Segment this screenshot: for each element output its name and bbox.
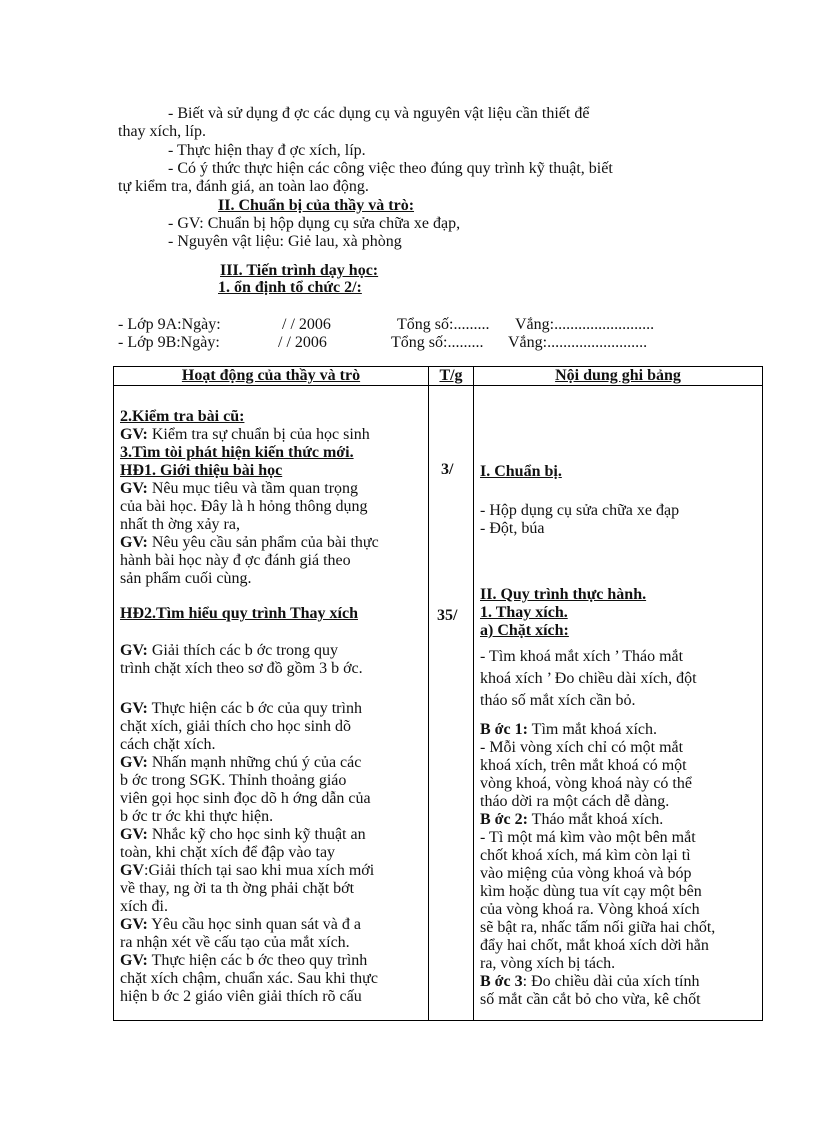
board-line	[480, 829, 696, 847]
class-total: Tổng số:.........	[397, 316, 490, 333]
bold-label: GV:	[120, 642, 148, 659]
activity-line	[120, 934, 350, 952]
activity-line	[120, 552, 351, 570]
line-text: số mắt cần cắt bỏ cho vừa, kê chốt	[480, 991, 701, 1008]
board-line	[480, 811, 663, 829]
class-label: - Lớp 9B:Ngày:	[118, 334, 220, 351]
class-absent: Vắng:.........................	[508, 334, 648, 351]
board-line	[480, 775, 692, 793]
bold-label: GV:	[120, 426, 148, 443]
activity-line	[120, 516, 240, 534]
bold-label: GV:	[120, 480, 148, 497]
board-line	[480, 721, 657, 739]
time-value: 35/	[437, 607, 458, 624]
line-text: toàn, khi chặt xích để đập vào tay	[120, 844, 336, 861]
line-text: về thay, ng ời ta th ờng phải chặt bớt	[120, 880, 355, 897]
board-line	[480, 604, 568, 622]
activity-line	[120, 700, 362, 718]
board-line	[480, 883, 702, 901]
board-line	[480, 919, 715, 937]
activity-line	[120, 988, 362, 1006]
board-line	[480, 463, 562, 481]
activity-line	[120, 426, 370, 444]
activity-line	[120, 970, 378, 988]
activity-line	[120, 826, 366, 844]
line-text: : Đo chiều dài của xích tính	[522, 973, 700, 990]
class-total: Tổng số:.........	[391, 334, 484, 351]
activity-line	[120, 605, 358, 623]
activity-line	[120, 772, 346, 790]
intro-line-2: thay xích, líp.	[118, 123, 206, 140]
board-line	[480, 520, 544, 538]
line-text: Tháo mắt khoá xích.	[527, 811, 664, 828]
line-text: ra, vòng xích bị tách.	[480, 955, 616, 972]
line-text: chặt xích chậm, chuẩn xác. Sau khi thực	[120, 970, 378, 987]
activity-line	[120, 642, 338, 660]
class-absent: Vắng:.........................	[515, 316, 655, 333]
line-text: Nêu yêu cầu sản phẩm của bài thực	[147, 534, 379, 551]
line-text: Nhắc kỹ cho học sinh kỹ thuật an	[147, 826, 366, 843]
class-label: - Lớp 9A:Ngày:	[118, 316, 221, 333]
activity-line	[120, 408, 244, 426]
intro-line-3: - Thực hiện thay đ ợc xích, líp.	[168, 142, 366, 159]
board-content-cell	[474, 386, 763, 1021]
time-value: 3/	[441, 461, 454, 478]
bold-label: HĐ1. Giới thiệu bài học	[120, 462, 283, 479]
bold-label: GV:	[120, 916, 148, 933]
line-text: - Mỗi vòng xích chỉ có một mắt	[480, 739, 684, 756]
line-text: của bài học. Đây là h hỏng thông dụng	[120, 498, 368, 515]
activity-line	[120, 534, 379, 552]
line-text: chốt khoá xích, má kìm còn lại tì	[480, 847, 691, 864]
line-text: xích đi.	[120, 898, 168, 915]
line-text: - Tì một má kìm vào một bên mắt	[480, 829, 696, 846]
board-line	[480, 955, 615, 973]
activity-line	[120, 462, 282, 480]
board-line	[480, 973, 699, 991]
section2-title: II. Chuẩn bị của thầy và trò:	[218, 197, 415, 214]
line-text: Yêu cầu học sinh quan sát và đ a	[147, 916, 361, 933]
intro-line-1: - Biết và sử dụng đ ợc các dụng cụ và nguyên vật liệu cần thiết để	[168, 105, 590, 122]
line-text: đẩy hai chốt, mắt khoá xích dời hẳn	[480, 937, 709, 954]
class-date: / / 2006	[282, 316, 331, 333]
bold-label: B ớc 3	[480, 973, 523, 990]
line-text: Nêu mục tiêu và tầm quan trọng	[147, 480, 359, 497]
lesson-table	[113, 366, 763, 1021]
line-text: khoá xích, trên mắt khoá có một	[480, 757, 687, 774]
activity-line	[120, 952, 367, 970]
line-text: Kiểm tra sự chuẩn bị của học sinh	[147, 426, 370, 443]
activity-line	[120, 570, 252, 588]
activities-cell	[114, 386, 429, 1021]
bold-label: GV:	[120, 826, 148, 843]
line-text: viên gọi học sinh đọc dõ h ớng dẫn của	[120, 790, 371, 807]
line-text: tháo dời ra một cách dễ dàng.	[480, 793, 670, 810]
bold-label: a) Chặt xích:	[480, 622, 569, 639]
board-line	[480, 502, 679, 520]
board-line	[480, 991, 701, 1009]
activity-line	[120, 660, 363, 678]
line-text: vòng khoá, vòng khoá này có thể	[480, 775, 692, 792]
line-text: tháo số mắt xích cần bỏ.	[480, 692, 636, 709]
board-line	[480, 847, 691, 865]
activity-line	[120, 790, 371, 808]
board-line	[480, 757, 687, 775]
line-text: Tìm mắt khoá xích.	[527, 721, 657, 738]
line-text: cách chặt xích.	[120, 736, 216, 753]
line-text: hiện b ớc 2 giáo viên giải thích rõ cấu	[120, 988, 362, 1005]
board-line	[480, 648, 683, 666]
line-text: b ớc tr ớc khi thực hiện.	[120, 808, 274, 825]
activity-line	[120, 754, 361, 772]
table-header-row	[114, 367, 763, 386]
bold-label: 3.Tìm tòi phát hiện kiến thức mới.	[120, 444, 354, 461]
line-text: vào miệng của vòng khoá và bóp	[480, 865, 692, 882]
header-activities: Hoạt động của thầy và trò	[114, 367, 429, 386]
board-line	[480, 865, 692, 883]
line-text: khoá xích ’ Đo chiều dài xích, đột	[480, 670, 697, 687]
bold-label: HĐ2.Tìm hiểu quy trình Thay xích	[120, 605, 358, 622]
activity-line	[120, 736, 216, 754]
activity-line	[120, 844, 335, 862]
line-text: trình chặt xích theo sơ đồ gồm 3 b ớc.	[120, 660, 363, 677]
time-cell	[429, 386, 474, 1021]
board-line	[480, 937, 709, 955]
activity-line	[120, 718, 351, 736]
board-line	[480, 586, 646, 604]
line-text: kìm hoặc dùng tua vít cạy một bên	[480, 883, 702, 900]
activity-line	[120, 808, 273, 826]
board-line	[480, 670, 697, 688]
section3-sub: 1. ổn định tổ chức 2/:	[218, 279, 362, 296]
class-date: / / 2006	[278, 334, 327, 351]
line-text: của vòng khoá ra. Vòng khoá xích	[480, 901, 700, 918]
line-text: - Hộp dụng cụ sửa chữa xe đạp	[480, 502, 680, 519]
bold-label: 2.Kiểm tra bài cũ:	[120, 408, 245, 425]
activity-line	[120, 862, 374, 880]
activity-line	[120, 480, 358, 498]
line-text: :Giải thích tại sao khi mua xích mới	[144, 862, 375, 879]
board-line	[480, 793, 669, 811]
line-text: Thực hiện các b ớc của quy trình	[147, 700, 362, 717]
line-text: hành bài học này đ ợc đánh giá theo	[120, 552, 351, 569]
intro-line-5: tự kiểm tra, đánh giá, an toàn lao động.	[118, 178, 369, 195]
bold-label: GV:	[120, 534, 148, 551]
bold-label: GV	[120, 862, 144, 879]
line-text: - Tìm khoá mắt xích ’ Tháo mắt	[480, 648, 684, 665]
line-text: ra nhận xét về cấu tạo của mắt xích.	[120, 934, 350, 951]
activity-line	[120, 880, 354, 898]
board-line	[480, 739, 683, 757]
header-board-content: Nội dung ghi bảng	[474, 367, 763, 386]
section2-item-1: - GV: Chuẩn bị hộp dụng cụ sửa chữa xe đạp,	[168, 215, 461, 232]
bold-label: GV:	[120, 700, 148, 717]
line-text: chặt xích, giải thích cho học sinh dõ	[120, 718, 352, 735]
bold-label: GV:	[120, 754, 148, 771]
header-time: T/g	[429, 367, 474, 386]
table-body-row	[114, 386, 763, 1021]
activity-line	[120, 898, 168, 916]
activity-line	[120, 916, 361, 934]
line-text: Nhấn mạnh những chú ý của các	[147, 754, 362, 771]
line-text: Giải thích các b ớc trong quy	[147, 642, 339, 659]
bold-label: B ớc 2:	[480, 811, 528, 828]
bold-label: GV:	[120, 952, 148, 969]
line-text: - Đột, búa	[480, 520, 545, 537]
bold-label: II. Quy trình thực hành.	[480, 586, 647, 603]
activity-line	[120, 498, 368, 516]
board-line	[480, 622, 569, 640]
section3-title: III. Tiến trình dạy học:	[220, 262, 379, 279]
bold-label: B ớc 1:	[480, 721, 528, 738]
board-line	[480, 901, 700, 919]
activity-line	[120, 444, 354, 462]
line-text: b ớc trong SGK. Thỉnh thoảng giáo	[120, 772, 347, 789]
bold-label: I. Chuẩn bị.	[480, 463, 562, 480]
line-text: sẽ bật ra, nhấc tấm nối giữa hai chốt,	[480, 919, 716, 936]
line-text: sản phẩm cuối cùng.	[120, 570, 252, 587]
line-text: Thực hiện các b ớc theo quy trình	[147, 952, 368, 969]
section2-item-2: - Nguyên vật liệu: Giẻ lau, xà phòng	[168, 233, 402, 250]
intro-line-4: - Có ý thức thực hiện các công việc theo đúng quy trình kỹ thuật, biết	[168, 160, 613, 177]
board-line	[480, 692, 636, 710]
line-text: nhất th ờng xảy ra,	[120, 516, 240, 533]
bold-label: 1. Thay xích.	[480, 604, 568, 621]
